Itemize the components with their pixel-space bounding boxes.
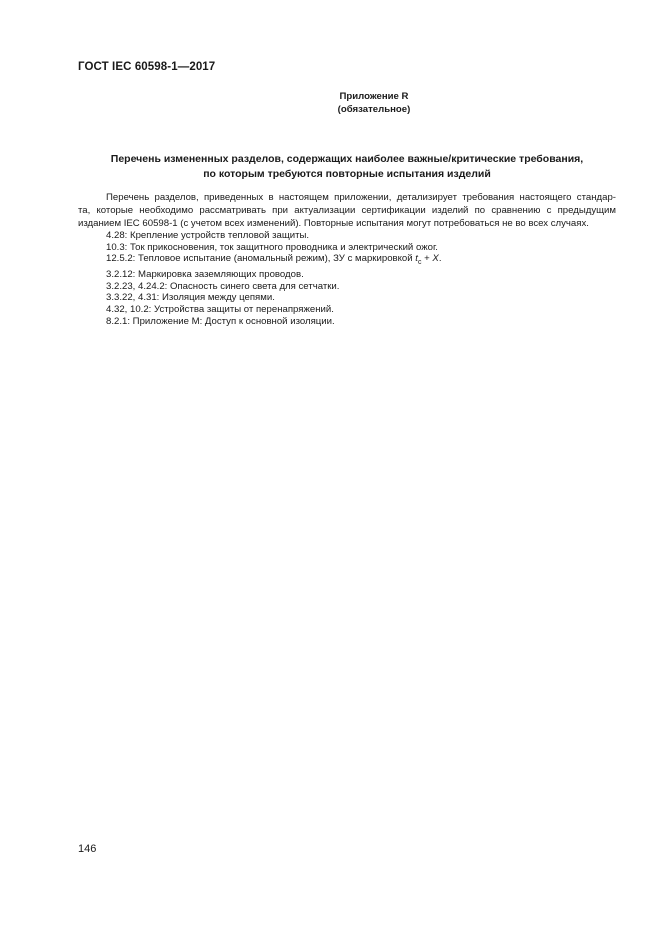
- page-number: 146: [78, 843, 97, 855]
- changed-sections-list: [106, 230, 441, 328]
- item-end: .: [438, 253, 442, 265]
- appendix-title: Приложение R: [339, 91, 409, 102]
- standard-code: ГОСТ IEC 60598-1—2017: [78, 61, 216, 73]
- plus-sign: +: [421, 253, 433, 265]
- list-item: 10.3: Ток прикосновения, ток защитного проводника и электрический ожог.: [106, 241, 438, 253]
- intro-line-3: изданием IEC 60598-1 (с учетом всех изменений). Повторные испытания могут потребоваться не во всех случаях.: [78, 217, 589, 229]
- heading-line-2: по которым требуются повторные испытания изделий: [203, 167, 491, 180]
- list-item: 3.3.22, 4.31: Изоляция между цепями.: [106, 292, 275, 304]
- intro-line-2: та, которые необходимо рассматривать при актуализации сертификации изделий по сравнению с предыдущим: [78, 204, 616, 216]
- section-heading: [78, 152, 616, 181]
- intro-line-1: Перечень разделов, приведенных в настоящем приложении, детализирует требования настоящего стандар-: [106, 192, 616, 203]
- temperature-symbol: t: [415, 253, 418, 265]
- appendix-status: (обязательное): [337, 103, 411, 115]
- temperature-subscript: c: [417, 259, 422, 267]
- item-text: 12.5.2: Тепловое испытание (аномальный режим), ЗУ с маркировкой: [106, 253, 416, 265]
- list-item: 3.2.12: Маркировка заземляющих проводов.: [106, 269, 304, 281]
- intro-paragraph: [78, 192, 616, 230]
- appendix-label: [300, 91, 448, 116]
- list-item: 3.2.23, 4.24.2: Опасность синего света для сетчатки.: [106, 280, 340, 292]
- heading-line-1: Перечень измененных разделов, содержащих наиболее важные/критические требования,: [110, 153, 584, 165]
- list-item: 8.2.1: Приложение M: Доступ к основной изоляции.: [106, 315, 335, 327]
- list-item: 4.32, 10.2: Устройства защиты от перенапряжений.: [106, 304, 334, 316]
- variable-x: X: [432, 253, 439, 265]
- list-item: 4.28: Крепление устройств тепловой защиты.: [106, 230, 310, 241]
- list-item: [106, 253, 441, 269]
